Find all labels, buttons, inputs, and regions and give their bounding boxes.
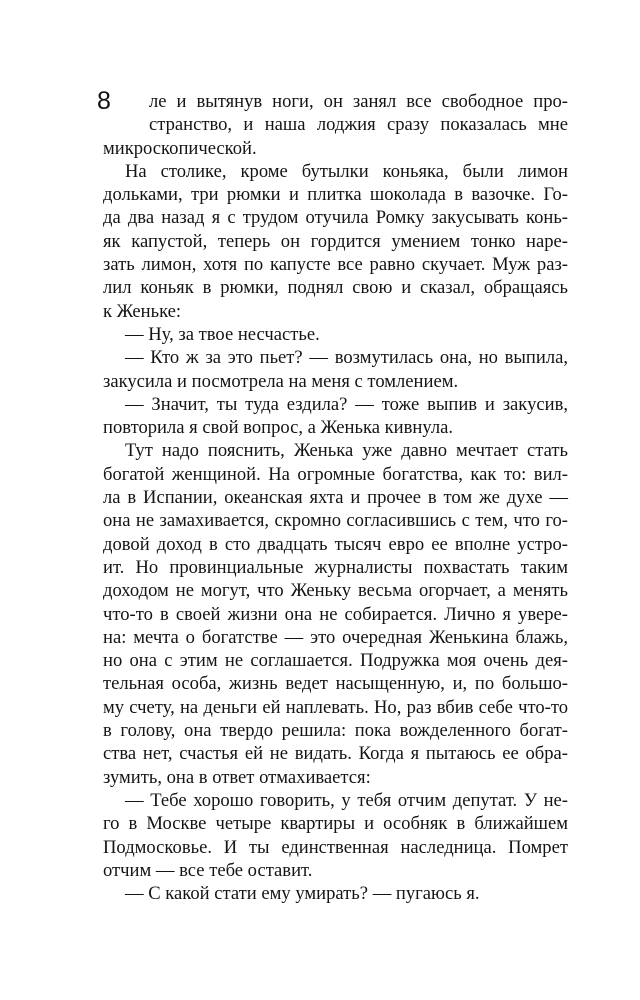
text-line: — Ну, за твое несчастье. (125, 323, 320, 345)
text-line: — Тебе хорошо говорить, у тебя отчим депутат. У не- (125, 789, 568, 811)
text-line: странство, и наша лоджия сразу показалась мне (149, 114, 568, 136)
text-line: ле и вытянув ноги, он занял все свободное про- (149, 91, 568, 112)
text-line: зать лимон, хотя по капусте все равно скучает. Муж раз- (103, 254, 568, 276)
text-line: ит. Но провинциальные журналисты похвастать таким (103, 556, 568, 578)
text-line: да два назад я с трудом отучила Ромку закусывать конь- (103, 207, 568, 229)
text-line: — С какой стати ему умирать? — пугаюсь я. (125, 883, 480, 905)
text-line: На столике, кроме бутылки коньяка, были лимон (125, 160, 568, 182)
text-line: зумить, она в ответ отмахивается: (103, 766, 371, 788)
text-line: го в Москве четыре квартиры и особняк в ближайшем (103, 813, 568, 835)
text-line: что-то в своей жизни она не собирается. Лично я увере- (103, 603, 568, 625)
text-line: му счету, на деньги ей наплевать. Но, раз вбив себе что-то (103, 696, 568, 718)
text-line: повторила я свой вопрос, а Женька кивнула. (103, 417, 454, 439)
text-line: она не замахивается, скромно согласившись с тем, что го- (103, 510, 568, 532)
text-line: в голову, она твердо решила: пока вожделенного богат- (103, 720, 568, 742)
text-line: тельная особа, жизнь ведет насыщенную, и, по большо- (103, 673, 568, 695)
text-line: дольками, три рюмки и плитка шоколада в вазочке. Го- (103, 184, 568, 206)
text-line: довой доход в сто двадцать тысяч евро ее вполне устро- (103, 533, 568, 555)
text-line: — Кто ж за это пьет? — возмутилась она, но выпила, (125, 347, 568, 369)
text-line: як капустой, теперь он гордится умением тонко наре- (103, 230, 568, 252)
text-line: но она с этим не соглашается. Подружка моя очень дея- (103, 650, 568, 672)
text-line: Тут надо пояснить, Женька уже давно мечтает стать (125, 440, 568, 462)
text-line: лил коньяк в рюмки, поднял свою и сказал, обращаясь (103, 277, 568, 299)
body-text (103, 90, 568, 905)
text-line: закусила и посмотрела на меня с томлением. (103, 370, 459, 392)
text-line: — Значит, ты туда ездила? — тоже выпив и закусив, (125, 393, 568, 415)
text-line: на: мечта о богатстве — это очередная Женькина блажь, (103, 626, 568, 648)
text-line: микроскопической. (103, 137, 257, 159)
text-line: к Женьке: (103, 300, 182, 322)
text-line: Подмосковье. И ты единственная наследница. Помрет (103, 836, 568, 858)
text-line: доходом не могут, что Женьку весьма огорчает, а менять (103, 580, 568, 602)
text-line: отчим — все тебе оставит. (103, 859, 313, 881)
text-line: богатой женщиной. На огромные богатства, как то: вил- (103, 463, 568, 485)
page-number: 8 (97, 87, 111, 115)
text-line: ла в Испании, океанская яхта и прочее в том же духе — (103, 487, 568, 509)
text-line: ства нет, счастья ей не видать. Когда я пытаюсь ее обра- (103, 743, 568, 765)
